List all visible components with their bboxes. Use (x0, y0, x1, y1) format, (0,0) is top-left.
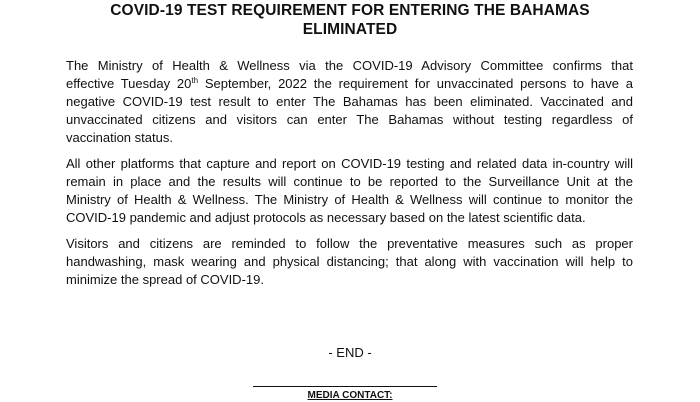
paragraph-line: Ministry of Health & Wellness. The Ministry of Health & Wellness will continue to monitor the (66, 192, 633, 207)
end-marker: - END - (328, 345, 372, 360)
paragraph-line: minimize the spread of COVID-19. (66, 272, 264, 287)
paragraph-line-with-date (66, 75, 633, 93)
paragraph-announcement (66, 57, 633, 147)
text-segment: September, 2022 the requirement for unvaccinated persons to have a (198, 76, 633, 91)
paragraph-line: Visitors and citizens are reminded to follow the preventative measures such as proper (66, 236, 633, 251)
paragraph-line: negative COVID-19 test result to enter The Bahamas has been eliminated. Vaccinated and (66, 94, 633, 109)
signature-divider (253, 386, 437, 387)
document-title-line-2: ELIMINATED (302, 21, 398, 38)
ordinal-suffix: th (191, 76, 199, 85)
paragraph-line: handwashing, mask wearing and physical distancing; that along with vaccination will help to (66, 254, 633, 269)
paragraph-surveillance (66, 155, 633, 227)
paragraph-line: vaccination status. (66, 130, 173, 145)
paragraph-line: The Ministry of Health & Wellness via the COVID-19 Advisory Committee confirms that (66, 58, 633, 73)
text-segment: effective Tuesday 20 (66, 76, 192, 91)
media-contact-label: MEDIA CONTACT: (307, 390, 393, 401)
paragraph-line: unvaccinated citizens and visitors can enter The Bahamas without testing regardless of (66, 112, 633, 127)
paragraph-line: All other platforms that capture and report on COVID-19 testing and related data in-country will (66, 156, 633, 171)
paragraph-line: COVID-19 pandemic and adjust protocols as necessary based on the latest scientific data. (66, 210, 586, 225)
paragraph-line: remain in place and the results will continue to be reported to the Surveillance Unit at the (66, 174, 633, 189)
document-title-line-1: COVID-19 TEST REQUIREMENT FOR ENTERING THE BAHAMAS (110, 2, 590, 19)
paragraph-preventative-measures (66, 235, 633, 289)
